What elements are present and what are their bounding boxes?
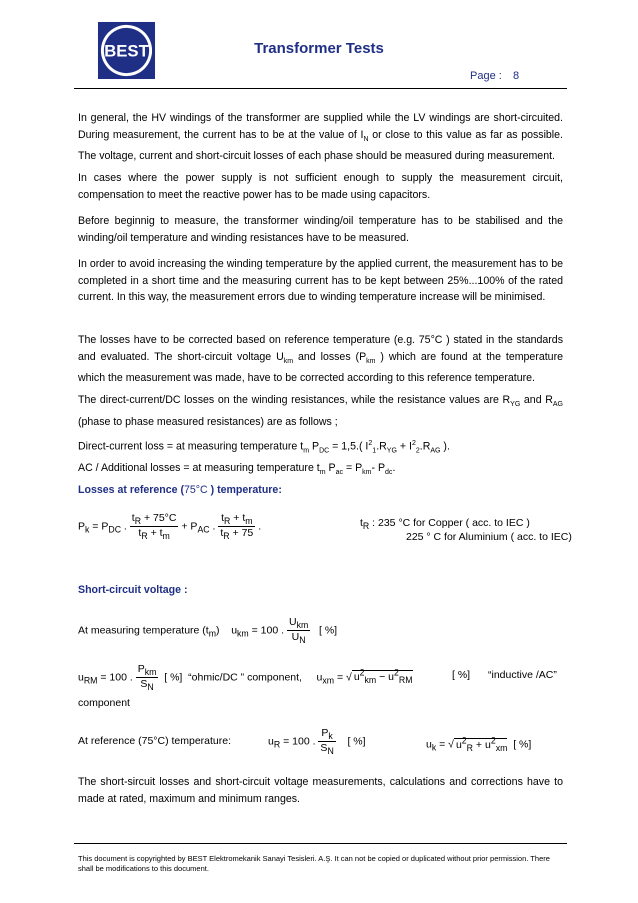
paragraph-power-supply: In cases where the power supply is not sufficient enough to supply the measurement circuit, compensation to meet the reactive power has to be made using capacitors. xyxy=(78,172,563,201)
reference-temperature-label: At reference (75°C) temperature: xyxy=(78,735,232,747)
uk-formula: $u_k$ = √ $u^2_R + u^2_{xm}$ [ %] xyxy=(426,735,532,753)
paragraph-dc-losses: The direct-current/DC losses on the winding resistances, while the resistance values are $R_{YG}$ and $R_{AG}$ (phase to phase measured resistances) are as follows ; xyxy=(78,394,563,428)
footer-copyright: This document is copyrighted by BEST Elektromekanik Sanayi Tesisleri. A.Ş. It can not be copied or duplicated without prior permission. There shall be modifications to this document. xyxy=(78,854,550,873)
logo-text: BEST xyxy=(104,41,149,61)
heading-losses-reference: Losses at reference (75°C ) temperature: xyxy=(78,484,282,496)
ur-formula: $u_R = 100$ . $\frac{P_k}{S_N}$ [ %] xyxy=(268,727,366,757)
measuring-temperature-formula: At measuring temperature $(t_m)$ $u_{km} = 100$ . $\frac{U_{km}}{U_N}$ [ %] xyxy=(78,616,338,646)
paragraph-measurement-ranges: The short-sircuit losses and short-circuit voltage measurements, calculations and corrections have to made at rated, maximum and minimum ranges. xyxy=(78,776,563,805)
paragraph-dc-loss-formula: Direct-current loss = at measuring temperature $t_m$ $P_{DC} = 1,5$.( $I^2_1.R_{YG} + I^2_2.R_{AG}$ ). AC / Additional losses = at measuring temperature $t_m$ $P_{ac} = P_{km}-$ $P_{dc}$. xyxy=(78,440,450,477)
tr-aluminium-note: 225 ° C for Aluminium ( acc. to IEC) xyxy=(406,531,572,543)
tr-copper-note: $t_R$ : 235 °C for Copper ( acc. to IEC ) xyxy=(360,517,530,532)
component-label: component xyxy=(78,697,130,709)
header-rule xyxy=(74,88,567,89)
heading-short-circuit-voltage: Short-circuit voltage : xyxy=(78,584,188,596)
page-label: Page : xyxy=(470,70,502,82)
pct-inductive: [ %] xyxy=(452,669,471,681)
paragraph-stabilise: Before beginnig to measure, the transformer winding/oil temperature has to be stabilised and the winding/oil temperature and winding resistances have to be measured. xyxy=(78,215,563,244)
urm-uxm-formula: $u_{RM} = 100$ . $\frac{P_{km}}{S_N}$ [ %] “ohmic/DC ” component, $u_{xm}$ = √ $u^2_{km} - u^2_{RM}$ xyxy=(78,663,413,693)
page-number: 8 xyxy=(513,70,520,82)
paragraph-hv-windings: In general, the HV windings of the transformer are supplied while the LV windings are short-circuited. During measurement, the current has to be at the value of $I_N$ or close to this value as far as possible. The voltage, current and short-circuit losses of each phase should be measured during measurement. xyxy=(78,112,563,163)
paragraph-winding-temperature: In order to avoid increasing the winding temperature by the applied current, the measurement has to be completed in a short time and the measuring current has to be kept between 25%...100% of the rated current. In this way, the measurement errors due to winding temperature increase will be minimised. xyxy=(78,258,563,303)
paragraph-losses-correction: The losses have to be corrected based on reference temperature (e.g. 75°C ) stated in the standards and evaluated. The short-circuit voltage $U_{km}$ and losses ($P_{km}$ ) which are found at the temperature which the measurement was made, have to be corrected according to this reference temperature. xyxy=(78,334,563,385)
inductive-ac-label: “inductive /AC” xyxy=(488,669,557,681)
page-title: Transformer Tests xyxy=(254,40,384,57)
footer-rule xyxy=(74,843,567,844)
losses-formula: $P_k = P_{DC}$ . $\frac{t_R + 75^\circ C}{t_R + t_m}$ + $P_{AC}$ . $\frac{t_R + t_m}{t_R + 75}$ . xyxy=(78,512,262,542)
